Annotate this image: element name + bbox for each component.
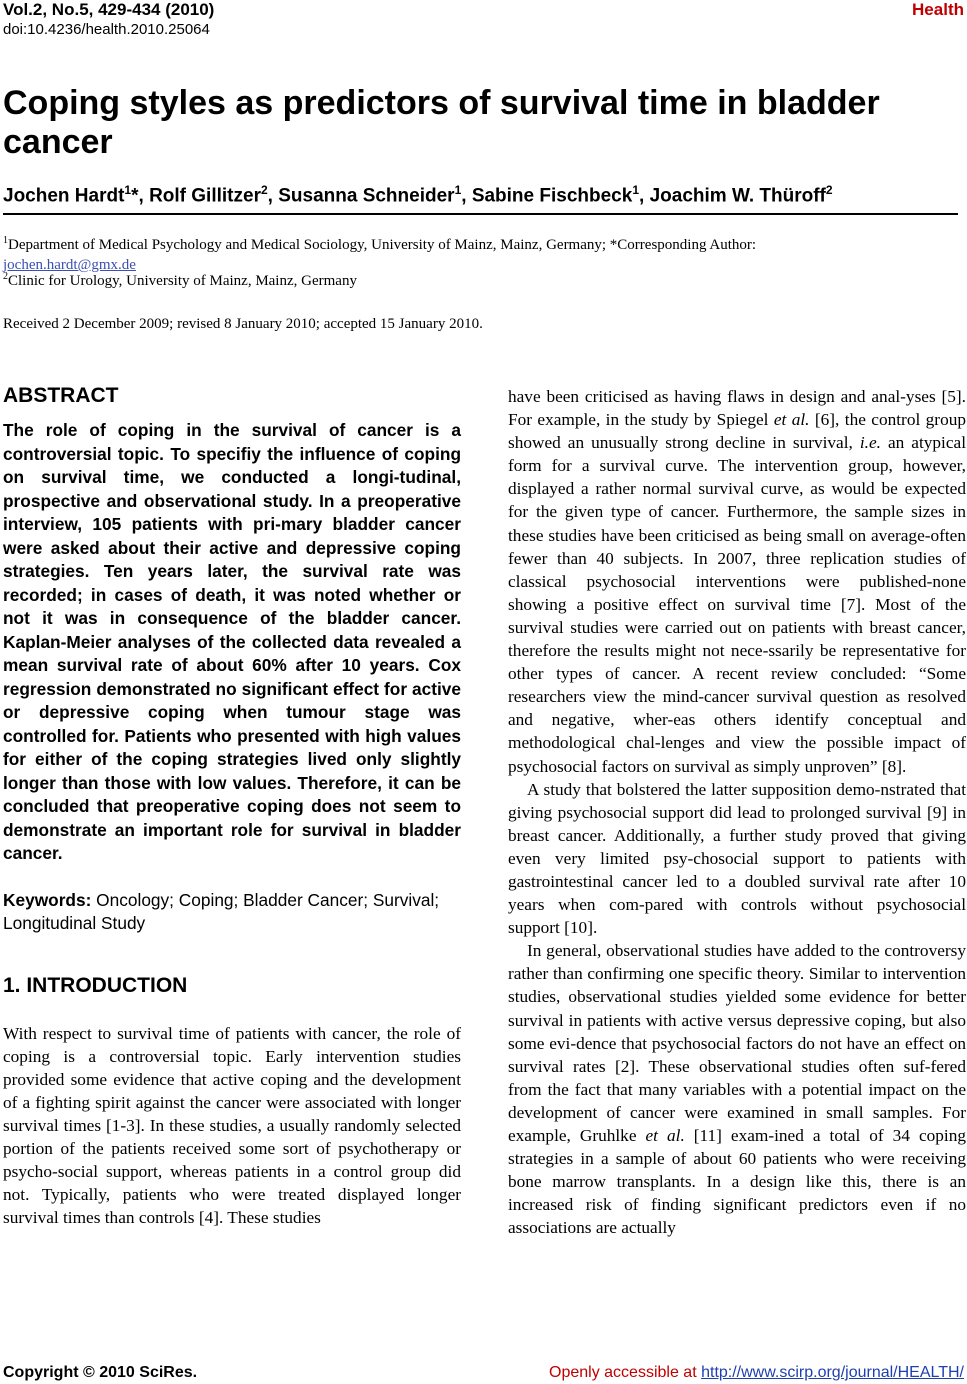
- author-name: Sabine Fischbeck: [471, 185, 633, 207]
- text-run: have been criticised as having flaws in design and anal-yses [5]. For example, in the study by Spiegel: [508, 387, 966, 430]
- doi: doi:10.4236/health.2010.25064: [3, 21, 210, 38]
- affiliation-text: Department of Medical Psychology and Medical Sociology, University of Mainz, Mainz, Germany; *Corresponding Author:: [8, 237, 757, 253]
- author-name: Joachim W. Thüroff: [649, 185, 826, 207]
- author-affiliation-sup: 1: [454, 183, 462, 197]
- author-separator: *,: [131, 185, 150, 207]
- volume-info: Vol.2, No.5, 429-434 (2010): [3, 0, 215, 19]
- text-run: In general, observational studies have added to the controversy rather than confirming one specific theory. Similar to intervention studies, observational studies yielded some evidence for better survival in patients with active versus depressive coping, but also some evi-dence that psychosocial factors do not have an effect on survival rates [2]. These observational studies often suf-fered from the fact that many variables with a potential impact on the development of cancer were examined in small samples. For example, Gruhlke: [508, 941, 966, 1145]
- paper-title: Coping styles as predictors of survival time in bladder cancer: [3, 84, 880, 161]
- affiliation-1: [3, 231, 958, 275]
- keywords: [3, 889, 461, 935]
- author-separator: ,: [267, 185, 279, 207]
- right-column: [508, 385, 966, 1239]
- left-column: [3, 384, 461, 1229]
- text-run: an atypical form for a survival curve. The intervention group, however, displayed a rather normal survival curve, as would be expected for the given type of cancer. Furthermore, the sample sizes in these studies have been criticised as being small on average-often fewer than 40 subjects. In 2007, three replication studies of classical psychosocial interventions were published-none showing a positive effect on survival time [7]. Most of the survival studies were carried out on patients with breast cancer, therefore the results might not nece-ssarily be representative for other types of cancer. A recent review concluded: “Some researchers view the mind-cancer survival question as resolved and negative, wher-eas others identify conceptual and methodological chal-lenges and view the possible impact of psychosocial factors on survival as simply unproven” [8].: [508, 433, 966, 776]
- received-dates: Received 2 December 2009; revised 8 January 2010; accepted 15 January 2010.: [3, 316, 483, 332]
- text-run: [6], the control group showed an unusually strong decline in survival,: [508, 410, 966, 453]
- affiliation-sup: 1: [3, 235, 8, 246]
- abstract-heading: ABSTRACT: [3, 384, 119, 407]
- corresponding-email-link[interactable]: jochen.hardt@gmx.de: [3, 257, 136, 273]
- body-paragraph: A study that bolstered the latter supposition demo-nstrated that giving psychosocial support did lead to prolonged survival [9] in breast cancer. Additionally, a further study proved that giving even very limited psy-chosocial support to patients with gastrointestinal cancer led to a doubled survival rate after 10 years when com-pared with controls without psychosocial support [10].: [508, 779, 966, 938]
- author-affiliation-sup: 2: [260, 183, 268, 197]
- copyright-notice: Copyright © 2010 SciRes.: [3, 1364, 198, 1381]
- author-list: [3, 183, 965, 207]
- journal-url-link[interactable]: http://www.scirp.org/journal/HEALTH/: [701, 1364, 964, 1381]
- section-heading-introduction: 1. INTRODUCTION: [3, 973, 188, 997]
- author-name: Susanna Schneider: [278, 185, 455, 207]
- author-separator: ,: [461, 185, 472, 207]
- author-name: Rolf Gillitzer: [149, 185, 261, 207]
- author-affiliation-sup: 1: [124, 183, 132, 197]
- text-run: [11] exam-ined a total of 34 coping strategies in a sample of about 60 patients who were receiving bone marrow transplants. In a design like this, there is an increased risk of finding significant predictors even if no associations are actually: [508, 1126, 967, 1238]
- body-paragraph: [508, 939, 966, 1239]
- body-paragraph: [508, 385, 966, 778]
- intro-paragraph: With respect to survival time of patients with cancer, the role of coping is a controversial topic. Early intervention studies provided some evidence that active coping and the development of a fighting spirit against the cancer were associated with longer survival times [1-3]. In these studies, a usually randomly selected portion of the patients received some sort of psychotherapy or psycho-social support, whereas patients in a control group did not. Typically, patients who were treated displayed longer survival times than controls [4]. These studies: [3, 1023, 461, 1228]
- text-run-italic: et al.: [645, 1126, 685, 1145]
- author-affiliation-sup: 1: [632, 183, 640, 197]
- affiliation-sup: 2: [3, 271, 8, 282]
- abstract-body: The role of coping in the survival of cancer is a controversial topic. To specifiy the influence of coping on survival time, we conducted a longi-tudinal, prospective and observational study. In a preoperative interview, 105 patients with pri-mary bladder cancer were asked about their active and depressive coping strategies. Ten years later, the survival rate was recorded; in cases of death, it was noted whether or not it was in consequence of the bladder cancer. Kaplan-Meier analyses of the collected data revealed a mean survival rate of about 60% after 10 years. Cox regression demonstrated no significant effect for active or depressive coping when tumour stage was controlled for. Patients who presented with high values for either of the coping strategies lived only slightly longer than those with low values. Therefore, it can be concluded that preoperative coping does not seem to demonstrate an important role for survival in bladder cancer.: [3, 420, 461, 863]
- author-affiliation-sup: 2: [825, 183, 833, 197]
- text-run-italic: et al.: [773, 410, 810, 430]
- journal-name: Health: [912, 0, 964, 19]
- text-run-italic: i.e.: [859, 433, 881, 453]
- author-name: Jochen Hardt: [3, 185, 125, 207]
- open-access-notice: [549, 1364, 964, 1382]
- keywords-text: Oncology; Coping; Bladder Cancer; Survival; Longitudinal Study: [3, 889, 440, 933]
- keywords-label: Keywords:: [3, 889, 92, 910]
- affiliation-2: [3, 271, 357, 290]
- author-separator: ,: [639, 185, 650, 207]
- title-divider: [3, 213, 958, 215]
- open-access-label: Openly accessible at: [549, 1364, 702, 1381]
- affiliation-text: Clinic for Urology, University of Mainz, Mainz, Germany: [8, 273, 357, 289]
